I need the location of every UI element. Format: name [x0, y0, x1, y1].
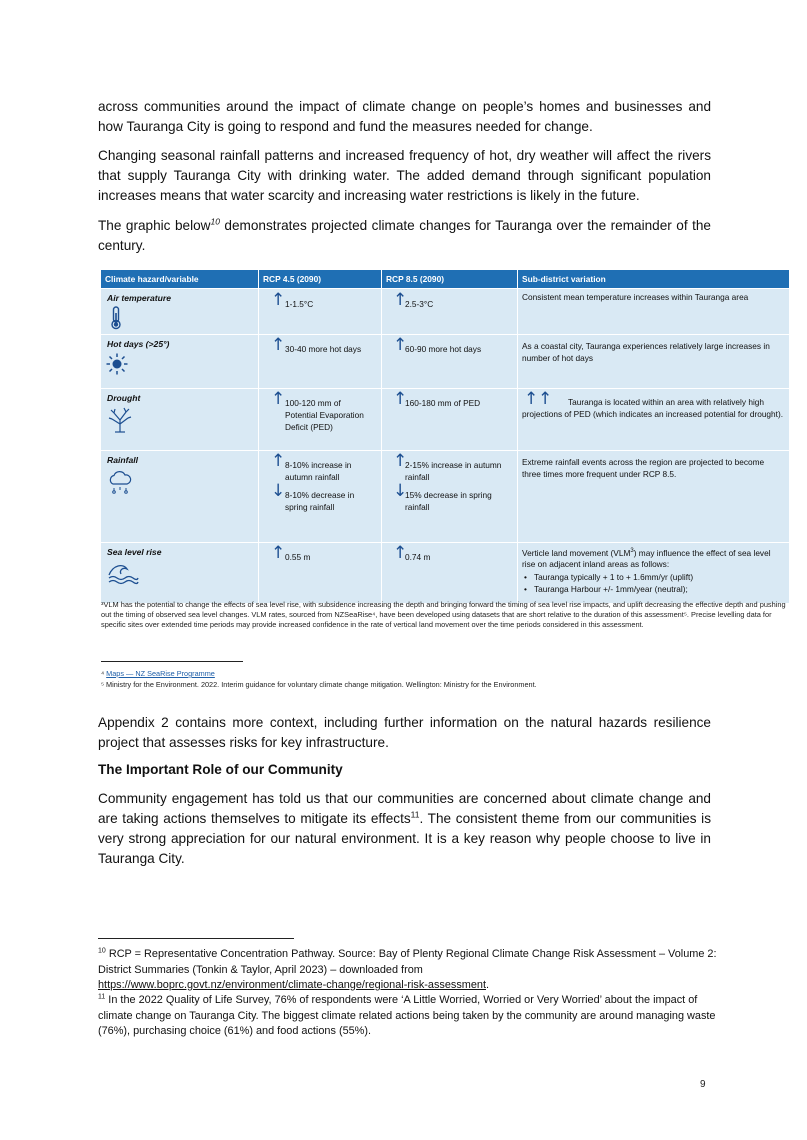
increase-arrow-icon: ↑ — [393, 290, 408, 310]
engagement-text-rest: . The consistent theme from our communities is very strong appreciation for our natural environment. It is a key reason why people choose to live in Tauranga City. — [98, 811, 711, 866]
variation-text-start: Verticle land movement (VLM — [522, 547, 631, 558]
decrease-arrow-icon: ↓ — [271, 481, 286, 501]
variation-text: Extreme rainfall events across the region are projected to become three times more frequent under RCP 8.5. — [522, 457, 765, 479]
rcp45-increase: 8-10% increase in autumn rainfall — [285, 460, 352, 482]
variation-text: Tauranga is located within an area with relatively high projections of PED (which indicates an increased potential for drought). — [522, 397, 784, 419]
variation-text-end: ) may influence the effect of sea level rise on adjacent inland areas as follows: — [522, 547, 771, 570]
list-item: • Tauranga Harbour +/- 1mm/year (neutral); — [522, 583, 693, 595]
climate-projection-table — [101, 270, 789, 603]
engagement-text: Community engagement has told us that our communities are concerned about climate change and are taking actions themselves to mitigate its effects — [98, 791, 711, 826]
rcp85-increase: 2-15% increase in autumn rainfall — [405, 460, 502, 482]
vlm-bullet-list — [522, 571, 693, 595]
rcp85-value: 0.74 m — [405, 552, 431, 562]
footnote-11 — [98, 993, 718, 1040]
hazard-name: Drought — [107, 393, 141, 403]
footnote-text: RCP = Representative Concentration Pathway. Source: Bay of Plenty Regional Climate Change Risk Assessment – Volume 2: District Summaries (Tonkin & Taylor, April 2023) – downloaded from — [98, 948, 717, 976]
hazard-name: Hot days (>25°) — [107, 339, 170, 349]
sun-icon — [106, 353, 128, 380]
table-row-hot-days — [101, 334, 789, 389]
paragraph-community-impact: across communities around the impact of climate change on people’s homes and businesses and how Tauranga City is going to respond and fund the measures needed for change. — [98, 99, 711, 134]
rcp85-value: 160-180 mm of PED — [405, 398, 481, 408]
paragraph-community-engagement — [98, 789, 711, 869]
graphic-intro-text-rest: demonstrates projected climate changes for Tauranga over the remainder of the century. — [98, 218, 711, 253]
increase-arrow-icon: ↑ — [393, 389, 408, 409]
increase-arrow-icon: ↑ — [271, 290, 286, 310]
section-heading: The Important Role of our Community — [98, 762, 343, 777]
variation-text: As a coastal city, Tauranga experiences relatively large increases in number of hot days — [522, 341, 770, 363]
increase-arrow-icon: ↑ — [393, 335, 408, 355]
footnote-10 — [98, 947, 718, 994]
header-rcp45: RCP 4.5 (2090) — [258, 270, 381, 288]
variation-text: Consistent mean temperature increases within Tauranga area — [522, 292, 749, 302]
increase-arrow-icon: ↑ — [393, 451, 408, 471]
rcp45-value: 1-1.5°C — [285, 299, 314, 309]
paragraph-graphic-intro — [98, 216, 711, 256]
table-row-drought — [101, 388, 789, 451]
hazard-name: Air temperature — [107, 293, 171, 303]
dry-tree-icon — [107, 407, 133, 438]
rcp85-decrease: 15% decrease in spring rainfall — [405, 490, 492, 512]
increase-arrow-icon: ↑ — [271, 335, 286, 355]
footnote-number: ⁴ — [101, 669, 105, 678]
hazard-name: Rainfall — [107, 455, 139, 465]
graphic-footnote-separator — [101, 661, 243, 662]
table-row-air-temperature — [101, 288, 789, 335]
paragraph-water-supply: Changing seasonal rainfall patterns and increased frequency of hot, dry weather will affect the rivers that supply Tauranga City with drinking water. The added demand through significant population increases means that water scarcity and increasing water restrictions is likely in the future. — [98, 148, 711, 203]
increase-arrow-icon: ↑ — [271, 451, 286, 471]
table-header-row — [101, 270, 789, 288]
nz-searise-link[interactable]: Maps — NZ SeaRise Programme — [106, 669, 215, 678]
boprc-url-link[interactable]: https://www.boprc.govt.nz/environment/climate-change/regional-risk-assessment — [98, 979, 486, 991]
variation-text — [522, 546, 784, 571]
footnote-number: 11 — [98, 993, 106, 1001]
footnote-separator — [98, 938, 294, 939]
footnote-ref-3: 3 — [630, 548, 634, 554]
graphic-intro-text: The graphic below — [98, 218, 211, 233]
hazard-name: Sea level rise — [107, 547, 162, 557]
table-row-sea-level-rise — [101, 542, 789, 604]
footnote-text: In the 2022 Quality of Life Survey, 76% of respondents were ‘A Little Worried, Worried or Very Worried’ about the impact of climate change on Tauranga City. The biggest climate related actions being taken by the community are around managing waste (76%), purchasing choice (61%) and food actions (55%). — [98, 994, 716, 1037]
rcp45-value: 100-120 mm of Potential Evaporation Deficit (PED) — [285, 398, 364, 432]
increase-arrow-icon: ↑ — [271, 389, 286, 409]
graphic-footnote-5: ⁵ Ministry for the Environment. 2022. Interim guidance for voluntary climate change mitigation. Wellington: Ministry for the Environment. — [101, 680, 537, 689]
increase-arrow-icon: ↑ — [393, 543, 408, 563]
increase-arrow-icon: ↑ — [524, 389, 539, 409]
rain-cloud-icon — [107, 469, 133, 500]
header-rcp85: RCP 8.5 (2090) — [381, 270, 517, 288]
table-row-rainfall — [101, 450, 789, 543]
footnote-ref-11[interactable]: 11 — [410, 809, 420, 820]
rcp45-value: 0.55 m — [285, 552, 311, 562]
wave-icon — [107, 561, 139, 590]
increase-arrow-icon: ↑ — [538, 389, 553, 409]
table-footnote-vlm: ³VLM has the potential to change the effects of sea level rise, with subsidence increasing the depth and bringing forward the timing of sea level rise impacts, and uplift decreasing the effective depth and pushing out the timing of observed sea level changes. VLM rates, sourced from NZSeaRise⁴, have been developed using datasets that are short relative to the duration of this assessment⁵. Precise levelling data for specific sites over extended time periods may provide increased confidence in the rate of vertical land movement over the time periods considered in this assessment. — [101, 600, 786, 629]
footnote-period: . — [486, 979, 490, 991]
thermometer-icon — [109, 306, 123, 335]
page-number: 9 — [700, 1079, 706, 1090]
list-item: • Tauranga typically + 1 to + 1.6mm/yr (uplift) — [522, 571, 693, 583]
paragraph-appendix: Appendix 2 contains more context, including further information on the natural hazards resilience project that assesses risks for key infrastructure. — [98, 715, 711, 750]
decrease-arrow-icon: ↓ — [393, 481, 408, 501]
rcp85-value: 2.5-3°C — [405, 299, 434, 309]
rcp85-value: 60-90 more hot days — [405, 344, 482, 354]
rcp45-decrease: 8-10% decrease in spring rainfall — [285, 490, 355, 512]
graphic-footnote-4 — [101, 669, 215, 679]
rcp45-value: 30-40 more hot days — [285, 344, 362, 354]
footnote-number: 10 — [98, 947, 106, 955]
increase-arrow-icon: ↑ — [271, 543, 286, 563]
footnote-ref-10[interactable]: 10 — [210, 216, 220, 227]
header-variation: Sub-district variation — [517, 270, 789, 288]
header-hazard: Climate hazard/variable — [105, 274, 199, 284]
